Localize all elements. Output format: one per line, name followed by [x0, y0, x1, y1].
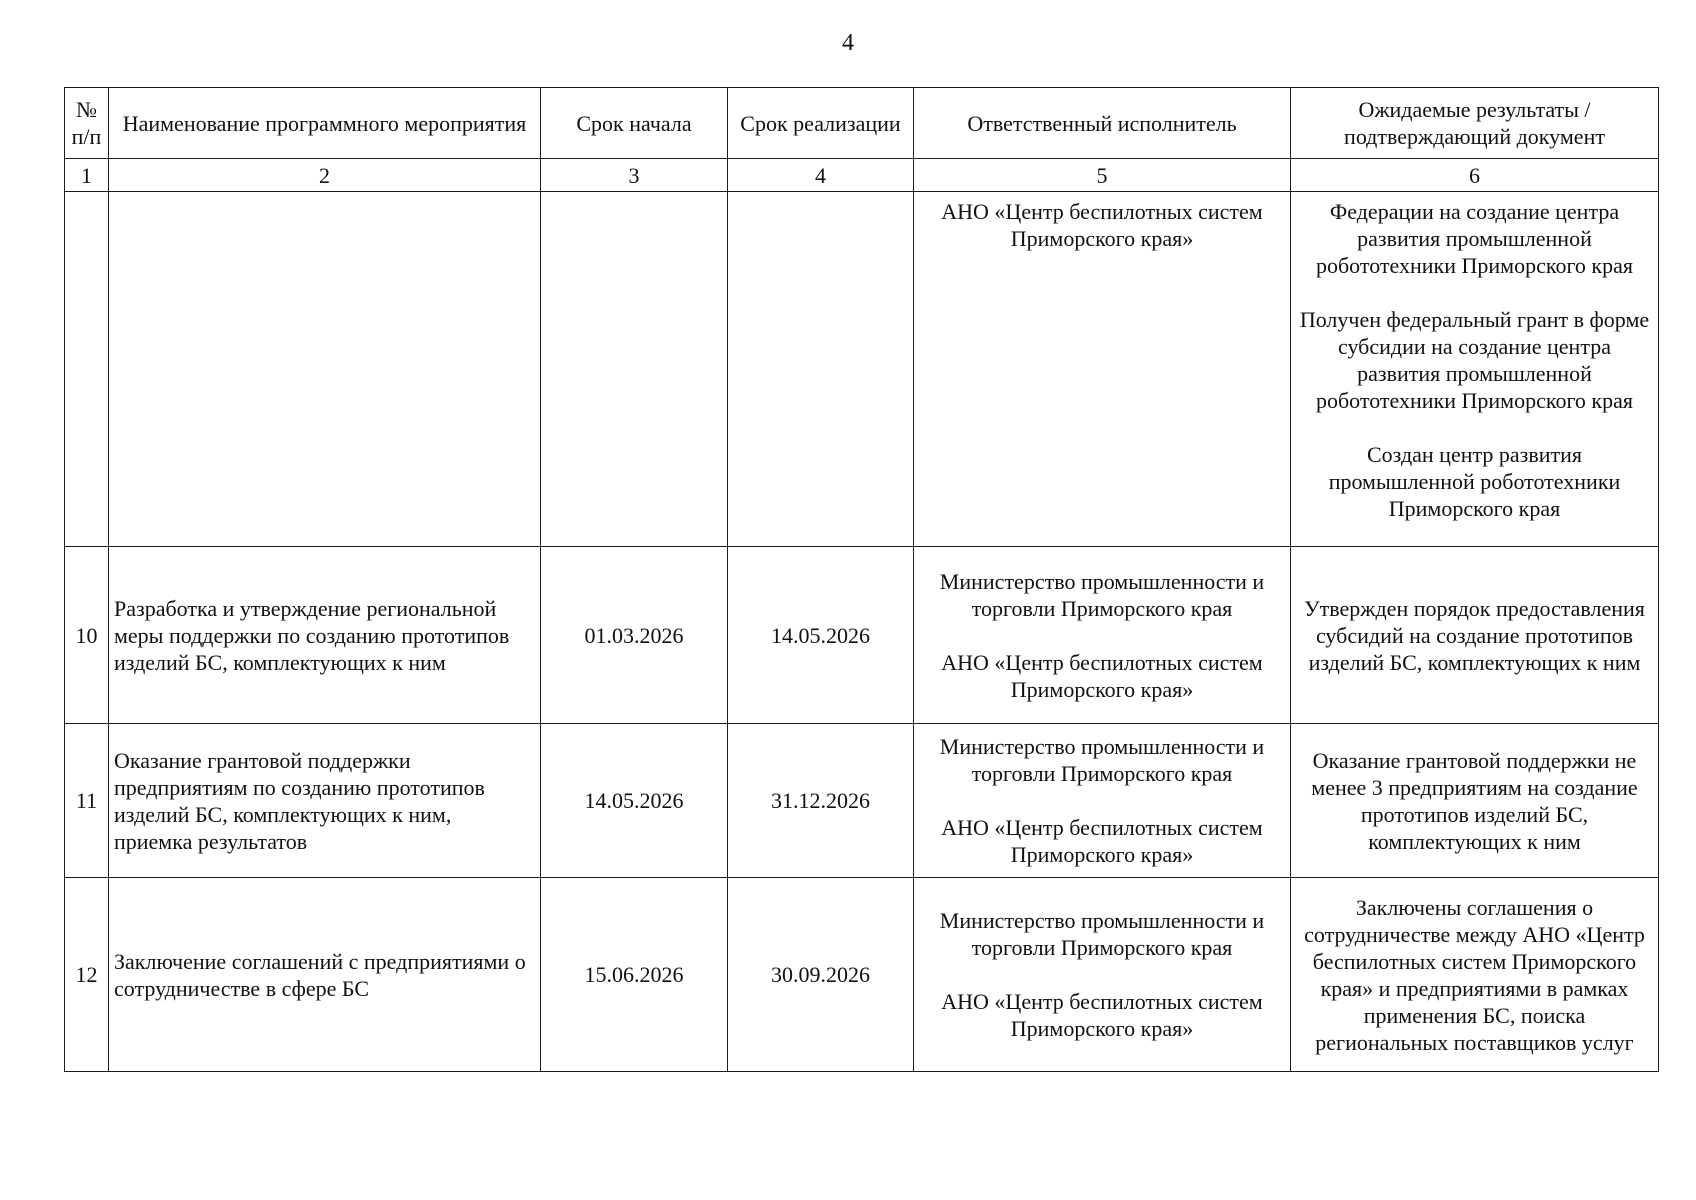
column-number: 6: [1291, 159, 1659, 192]
row-number: 12: [65, 878, 109, 1072]
deadline-date: 30.09.2026: [728, 878, 914, 1072]
header-start: Срок начала: [541, 88, 728, 159]
header-results: Ожидаемые результаты / подтверждающий документ: [1291, 88, 1659, 159]
executor-name: Министерство промышленности и торговли Приморского края: [939, 568, 1265, 621]
activity-name: Заключение соглашений с предприятиями о сотрудничестве в сфере БС: [109, 878, 541, 1072]
header-name: Наименование программного мероприятия: [109, 88, 541, 159]
result-text: Утвержден порядок предоставления субсидий на создание прототипов изделий БС, комплектующих к ним: [1291, 547, 1659, 724]
start-date: 15.06.2026: [541, 878, 728, 1072]
executor-cell: [914, 547, 1291, 724]
executor-name: АНО «Центр беспилотных систем Приморского края»: [941, 649, 1263, 702]
result-paragraph: Федерации на создание центра развития промышленной робототехники Приморского края: [1315, 199, 1633, 278]
executor-cell: [914, 192, 1291, 547]
row-number: 11: [65, 724, 109, 878]
empty-cell: [541, 192, 728, 547]
table-row: [65, 724, 1659, 878]
executor-name: Министерство промышленности и торговли Приморского края: [939, 734, 1265, 786]
row-number: 10: [65, 547, 109, 724]
empty-cell: [109, 192, 541, 547]
header-num: № п/п: [65, 88, 109, 159]
results-cell: [1291, 192, 1659, 547]
header-deadline: Срок реализации: [728, 88, 914, 159]
continuation-row: [65, 192, 1659, 547]
start-date: 01.03.2026: [541, 547, 728, 724]
executor-name: АНО «Центр беспилотных систем Приморского края»: [941, 815, 1263, 867]
empty-cell: [728, 192, 914, 547]
executor-cell: [914, 724, 1291, 878]
executor-name: Министерство промышленности и торговли Приморского края: [939, 908, 1265, 960]
table-header-row: [65, 88, 1659, 159]
executor-name: АНО «Центр беспилотных систем Приморского края»: [941, 989, 1263, 1041]
empty-cell: [65, 192, 109, 547]
activity-name: Оказание грантовой поддержки предприятиям по созданию прототипов изделий БС, комплектующих к ним, приемка результатов: [109, 724, 541, 878]
start-date: 14.05.2026: [541, 724, 728, 878]
header-executor: Ответственный исполнитель: [914, 88, 1291, 159]
table-row: [65, 547, 1659, 724]
table-row: [65, 878, 1659, 1072]
column-number: 1: [65, 159, 109, 192]
activity-name: Разработка и утверждение региональной меры поддержки по созданию прототипов изделий БС, комплектующих к ним: [109, 547, 541, 724]
program-activities-table: [64, 87, 1659, 1072]
result-paragraph: Создан центр развития промышленной робототехники Приморского края: [1328, 442, 1621, 521]
executor-name: АНО «Центр беспилотных систем Приморского края»: [941, 199, 1263, 251]
column-number-row: [65, 159, 1659, 192]
result-text: Заключены соглашения о сотрудничестве между АНО «Центр беспилотных систем Приморского края» и предприятиями в рамках применения БС, поиска региональных поставщиков услуг: [1291, 878, 1659, 1072]
result-paragraph: Получен федеральный грант в форме субсидии на создание центра развития промышленной робототехники Приморского края: [1299, 307, 1650, 413]
deadline-date: 31.12.2026: [728, 724, 914, 878]
result-text: Оказание грантовой поддержки не менее 3 предприятиям на создание прототипов изделий БС, комплектующих к ним: [1291, 724, 1659, 878]
column-number: 4: [728, 159, 914, 192]
page-number: 4: [842, 30, 854, 56]
column-number: 5: [914, 159, 1291, 192]
column-number: 3: [541, 159, 728, 192]
executor-cell: [914, 878, 1291, 1072]
deadline-date: 14.05.2026: [728, 547, 914, 724]
column-number: 2: [109, 159, 541, 192]
